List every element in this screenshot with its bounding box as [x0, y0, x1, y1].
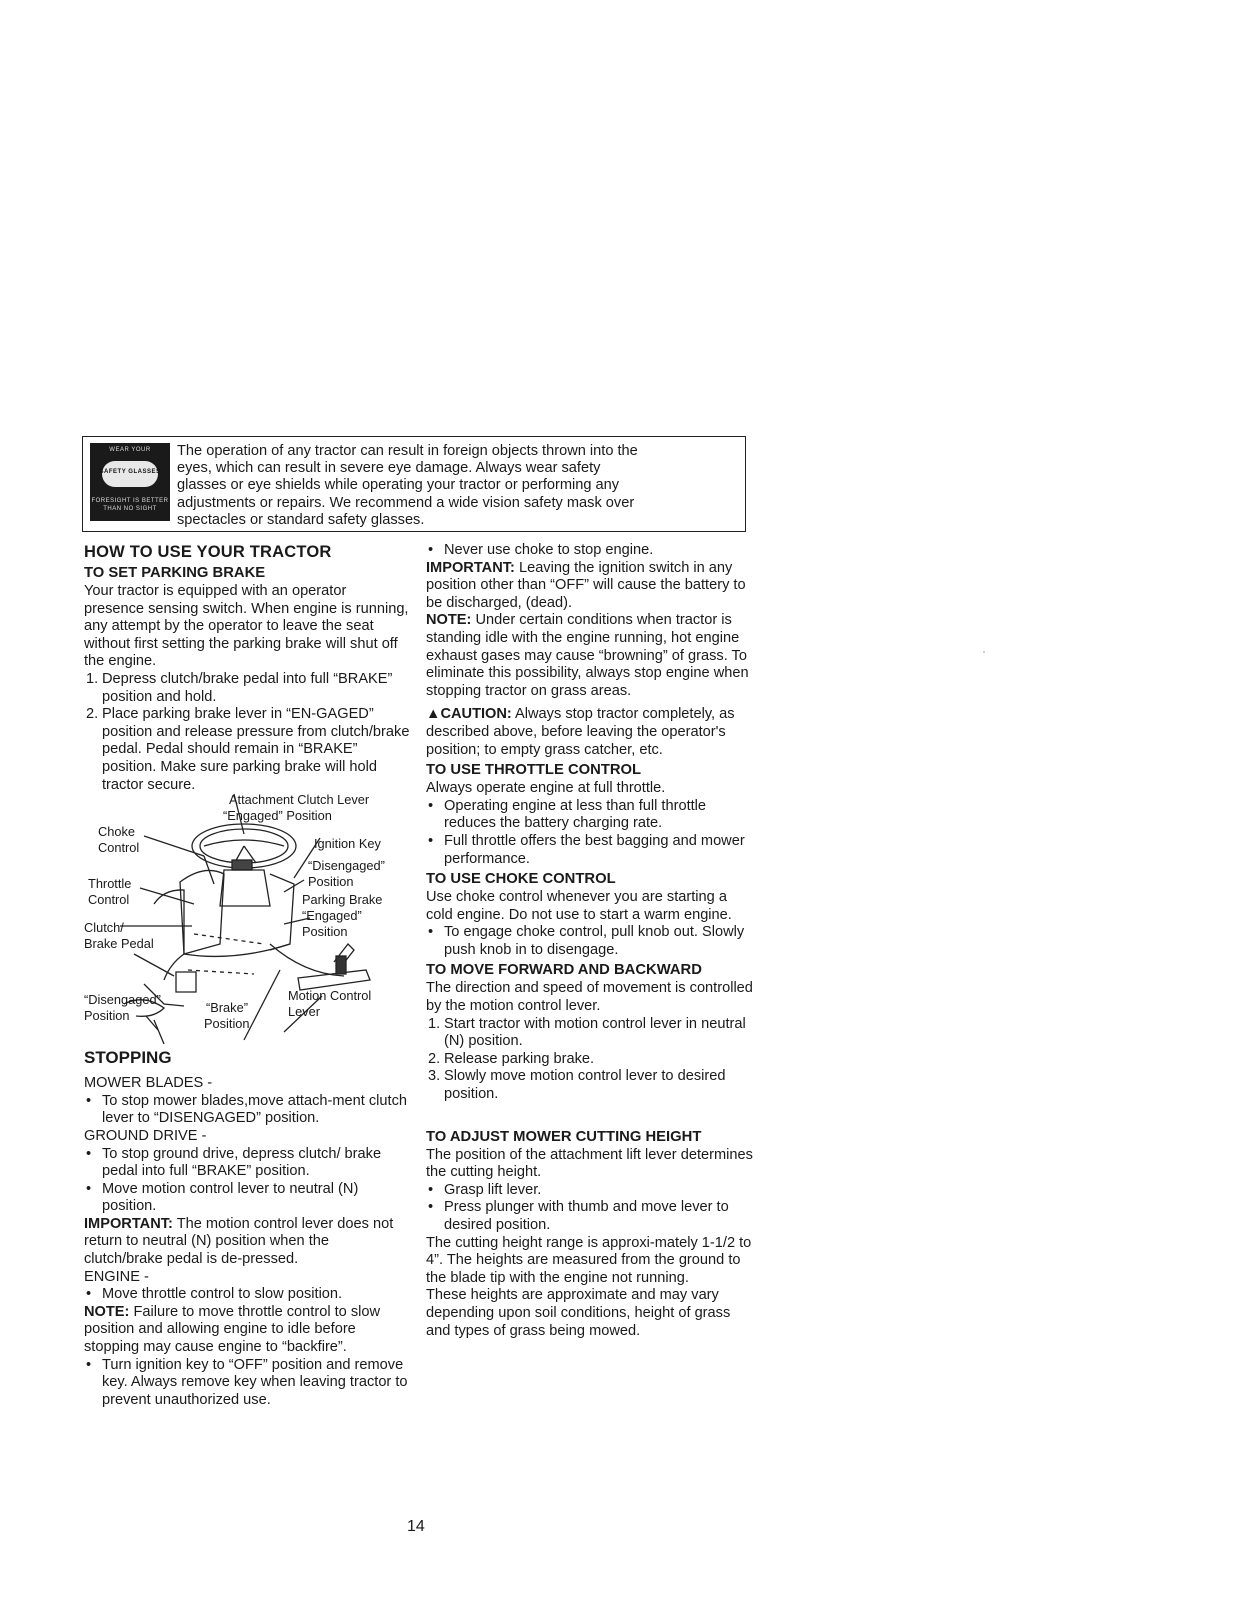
choke-list: [426, 924, 756, 959]
step-number: 2.: [428, 1050, 441, 1067]
note-text: Failure to move throttle control to slow position and allowing engine to idle before stopping may cause engine to “backfire”.: [84, 1303, 381, 1356]
important-label: IMPORTANT:: [426, 559, 515, 576]
list-item: [426, 924, 756, 959]
engine-note: [84, 1304, 410, 1357]
item-text: Full throttle offers the best bagging and mower performance.: [444, 832, 745, 867]
step-text: Place parking brake lever in “EN-GAGED” position and release pressure from clutch/brake pedal. Pedal should remain in “BRAKE” position. Make sure parking brake will hold tractor secure.: [102, 706, 410, 793]
page-number: 14: [407, 1518, 425, 1535]
height-list: [426, 1182, 756, 1235]
list-item: [426, 798, 756, 833]
bullet: •: [428, 542, 434, 558]
label-parking-brake: Parking Brake: [302, 892, 383, 908]
list-item: [426, 1068, 756, 1103]
caution-label: CAUTION:: [440, 706, 512, 723]
move-steps: [426, 1016, 756, 1104]
list-item: [84, 706, 410, 794]
label-disengaged-right-position: Position: [308, 874, 354, 890]
caution-icon: ▲: [426, 706, 441, 723]
list-item: [426, 1016, 756, 1051]
move-text: The direction and speed of movement is controlled by the motion control lever.: [426, 980, 753, 1015]
step-text: Start tractor with motion control lever in neutral (N) position.: [444, 1015, 746, 1050]
item-text: To stop mower blades,move attach-ment clutch lever to “DISENGAGED” position.: [102, 1092, 407, 1127]
list-item: [426, 542, 756, 560]
bullet: •: [428, 1199, 434, 1216]
list-item: [84, 1093, 410, 1128]
warning-line: spectacles or standard safety glasses.: [177, 511, 425, 528]
item-text: Press plunger with thumb and move lever to desired position.: [444, 1199, 729, 1233]
step-number: 2.: [86, 706, 99, 723]
caution-text: Always stop tractor completely, as described above, before leaving the operator's position; to empty grass catcher, etc.: [426, 706, 735, 758]
caution-note: [426, 706, 756, 759]
height-range-text: The cutting height range is approxi-mately 1-1/2 to 4”. The heights are measured from the ground to the blade tip with the engine not running.: [426, 1234, 752, 1286]
warning-text: [177, 443, 737, 529]
height-text: The position of the attachment lift lever determines the cutting height.: [426, 1146, 753, 1181]
warning-line: eyes, which can result in severe eye damage. Always wear safety: [177, 460, 601, 477]
engine-list-2: [84, 1357, 410, 1410]
list-item: [84, 671, 410, 706]
list-item: [426, 833, 756, 868]
label-brake-position: Position: [204, 1016, 250, 1032]
label-clutch: Clutch/: [84, 920, 124, 936]
note-label: NOTE:: [84, 1303, 130, 1320]
browning-note: [426, 612, 756, 700]
safety-glasses-icon: [90, 443, 170, 521]
throttle-text: Always operate engine at full throttle.: [426, 780, 666, 797]
label-choke: Choke: [98, 824, 135, 840]
list-item: [84, 1146, 410, 1181]
label-disengaged-right: “Disengaged”: [308, 858, 385, 874]
item-text: Grasp lift lever.: [444, 1181, 542, 1198]
parking-brake-text: Your tractor is equipped with an operator presence sensing switch. When engine is running, any attempt by the operator to leave the seat without first setting the parking brake will shut off the engine.: [84, 583, 409, 670]
step-text: Depress clutch/brake pedal into full “BRAKE” position and hold.: [102, 670, 393, 705]
label-disengaged-left: “Disengaged”: [84, 992, 161, 1008]
choke-text: Use choke control whenever you are starting a cold engine. Do not use to start a warm engine.: [426, 889, 732, 923]
item-text: Operating engine at less than full throttle reduces the battery charging rate.: [444, 797, 707, 832]
important-text: Leaving the ignition switch in any position other than “OFF” will cause the battery to be discharged, (dead).: [426, 559, 746, 611]
bullet: •: [86, 1286, 92, 1303]
bullet: •: [428, 1181, 434, 1198]
left-column: [84, 542, 410, 1409]
label-parking-position: Position: [302, 924, 348, 940]
item-text: Move motion control lever to neutral (N) position.: [102, 1180, 359, 1215]
mower-blades-heading: MOWER BLADES -: [84, 1075, 213, 1092]
label-choke-control: Control: [98, 840, 140, 856]
safety-warning-box: [82, 436, 746, 532]
bullet: •: [86, 1092, 92, 1109]
stopping-heading: STOPPING: [84, 1048, 172, 1068]
label-attachment-clutch: Attachment Clutch Lever: [229, 792, 370, 808]
list-item: [426, 1051, 756, 1069]
mower-blades-list: [84, 1093, 410, 1128]
item-text: To engage choke control, pull knob out. Slowly push knob in to disengage.: [444, 924, 745, 958]
label-throttle: Throttle: [88, 876, 132, 892]
warning-line: glasses or eye shields while operating your tractor or performing any: [177, 477, 620, 494]
ground-drive-heading: GROUND DRIVE -: [84, 1127, 207, 1144]
label-throttle-control: Control: [88, 892, 130, 908]
step-number: 3.: [428, 1068, 441, 1085]
warning-line: The operation of any tractor can result in foreign objects thrown into the: [177, 443, 638, 459]
list-item: [84, 1357, 410, 1410]
important-text: The motion control lever does not return to neutral (N) position when the clutch/brake pedal is de-pressed.: [84, 1215, 394, 1268]
warning-line: adjustments or repairs. We recommend a wide vision safety mask over: [177, 494, 635, 511]
bullet: •: [86, 1180, 92, 1197]
engine-heading: ENGINE -: [84, 1268, 149, 1285]
item-text: Turn ignition key to “OFF” position and remove key. Always remove key when leaving tractor to prevent unauthorized use.: [102, 1356, 408, 1408]
bullet: •: [428, 797, 434, 814]
bullet: •: [86, 1356, 92, 1373]
label-parking-engaged: “Engaged”: [302, 908, 362, 924]
list-item: [426, 1182, 756, 1200]
label-motion-control: Motion Control: [288, 988, 372, 1004]
icon-label-text: SAFETY GLASSES: [99, 469, 161, 475]
bullet: •: [428, 832, 434, 849]
label-brake-pedal: Brake Pedal: [84, 936, 154, 952]
important-note: [426, 560, 756, 613]
item-text: Move throttle control to slow position.: [102, 1286, 343, 1303]
move-heading: TO MOVE FORWARD AND BACKWARD: [426, 962, 702, 979]
important-label: IMPORTANT:: [84, 1215, 173, 1232]
label-ignition-key: Ignition Key: [314, 836, 381, 852]
height-heading: TO ADJUST MOWER CUTTING HEIGHT: [426, 1128, 702, 1145]
parking-brake-heading: TO SET PARKING BRAKE: [84, 565, 266, 581]
label-disengaged-left-position: Position: [84, 1008, 130, 1024]
icon-bottom-text-1: FORESIGHT IS BETTER: [91, 498, 169, 504]
scan-speck: [983, 651, 985, 653]
step-number: 1.: [428, 1015, 441, 1032]
bullet: •: [428, 924, 434, 941]
note-label: NOTE:: [426, 612, 472, 629]
engine-list: [84, 1286, 410, 1304]
icon-top-text: WEAR YOUR: [109, 447, 151, 453]
label-brake: “Brake”: [206, 1000, 248, 1016]
tractor-controls-diagram: [84, 794, 410, 1047]
list-item: [84, 1181, 410, 1216]
throttle-list: [426, 798, 756, 868]
right-column: [426, 542, 756, 1340]
icon-bottom-text-2: THAN NO SIGHT: [103, 506, 157, 512]
item-text: Never use choke to stop engine.: [444, 542, 654, 558]
choke-heading: TO USE CHOKE CONTROL: [426, 871, 616, 888]
choke-warning-list: [426, 542, 756, 560]
height-approx-text: These heights are approximate and may vary depending upon soil conditions, height of grass and types of grass being mowed.: [426, 1287, 731, 1339]
bullet: •: [86, 1145, 92, 1162]
note-text: Under certain conditions when tractor is standing idle with the engine running, hot engine exhaust gases may cause “browning” of grass. To eliminate this possibility, always stop engine when stopping tractor on grass areas.: [426, 612, 749, 699]
important-note: [84, 1216, 410, 1269]
list-item: [84, 1286, 410, 1304]
item-text: To stop ground drive, depress clutch/ brake pedal into full “BRAKE” position.: [102, 1145, 382, 1180]
ground-drive-list: [84, 1146, 410, 1216]
section-title: HOW TO USE YOUR TRACTOR: [84, 543, 332, 561]
step-text: Slowly move motion control lever to desired position.: [444, 1068, 726, 1103]
throttle-heading: TO USE THROTTLE CONTROL: [426, 762, 642, 779]
step-number: 1.: [86, 670, 99, 687]
label-motion-lever: Lever: [288, 1004, 321, 1020]
parking-steps: [84, 671, 410, 794]
step-text: Release parking brake.: [444, 1050, 595, 1067]
list-item: [426, 1199, 756, 1234]
label-attachment-engaged: “Engaged” Position: [223, 808, 332, 824]
